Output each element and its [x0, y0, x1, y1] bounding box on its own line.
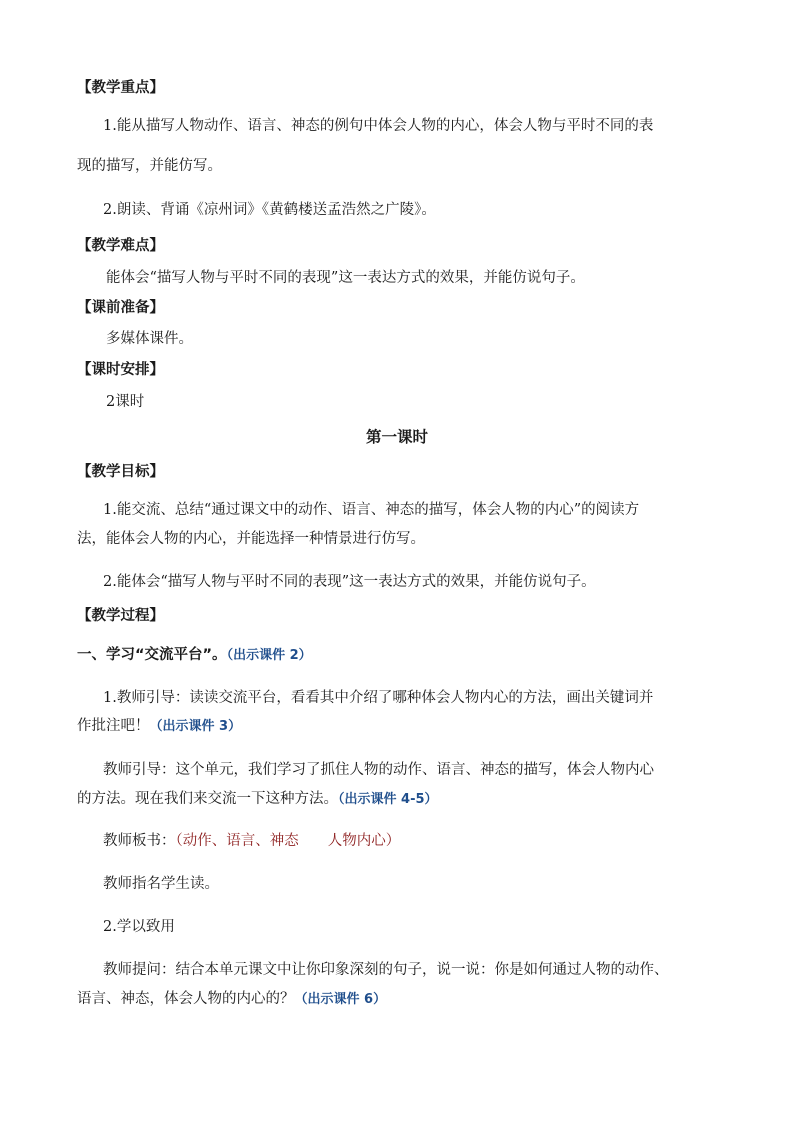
step-1-line-2-text: 作批注吧！ — [77, 718, 150, 734]
schedule-heading: 【课时安排】 — [77, 362, 164, 378]
guide-line-2-text: 的方法。现在我们来交流一下这种方法。 — [77, 791, 338, 807]
lesson-title: 第一课时 — [365, 428, 428, 446]
guide-line-2 — [77, 789, 438, 810]
part-1-title-row — [77, 645, 312, 666]
prep-heading: 【课前准备】 — [77, 300, 164, 316]
step-2-title: 2.学以致用 — [103, 919, 175, 935]
key-points-item-1-line-1: 1.能从描写人物动作、语言、神态的例句中体会人物的内心，体会人物与平时不同的表 — [103, 118, 654, 134]
step-1-line-1: 1.教师引导：读读交流平台，看看其中介绍了哪种体会人物内心的方法，画出关键词并 — [103, 690, 654, 706]
ask-slide-ref: （出示课件 6） — [294, 992, 387, 1007]
part-1-slide-ref: （出示课件 2） — [226, 648, 312, 663]
board-writing-row — [103, 831, 400, 851]
goals-heading: 【教学目标】 — [77, 464, 164, 480]
schedule-text: 2课时 — [106, 394, 145, 410]
part-1-title: 一、学习“交流平台”。 — [77, 647, 227, 663]
ask-line-2-text: 语言、神态，体会人物的内心的？ — [77, 991, 295, 1007]
step-1-line-2 — [77, 716, 241, 737]
board-content: （动作、语言、神态 人物内心） — [175, 833, 401, 849]
process-heading: 【教学过程】 — [77, 608, 164, 624]
board-label: 教师板书： — [103, 833, 176, 849]
key-points-item-1-line-2: 现的描写，并能仿写。 — [77, 158, 222, 174]
step-1-slide-ref: （出示课件 3） — [149, 719, 242, 734]
guide-slide-ref: （出示课件 4-5） — [338, 792, 438, 807]
key-points-item-2: 2.朗读、背诵《凉州词》《黄鹤楼送孟浩然之广陵》。 — [103, 202, 436, 218]
goals-item-1-line-1: 1.能交流、总结“通过课文中的动作、语言、神态的描写，体会人物的内心”的阅读方 — [103, 502, 640, 518]
prep-text: 多媒体课件。 — [106, 331, 193, 347]
ask-line-1: 教师提问：结合本单元课文中让你印象深刻的句子，说一说：你是如何通过人物的动作、 — [103, 962, 669, 978]
difficulty-text: 能体会“描写人物与平时不同的表现”这一表达方式的效果，并能仿说句子。 — [106, 270, 585, 286]
difficulty-heading: 【教学难点】 — [77, 238, 164, 254]
goals-item-1-line-2: 法，能体会人物的内心，并能选择一种情景进行仿写。 — [77, 531, 425, 547]
key-points-heading: 【教学重点】 — [77, 80, 164, 96]
guide-line-1: 教师引导：这个单元，我们学习了抓住人物的动作、语言、神态的描写，体会人物内心 — [103, 762, 654, 778]
read-instruction: 教师指名学生读。 — [103, 876, 219, 892]
goals-item-2: 2.能体会“描写人物与平时不同的表现”这一表达方式的效果，并能仿说句子。 — [103, 574, 596, 590]
ask-line-2 — [77, 989, 386, 1010]
